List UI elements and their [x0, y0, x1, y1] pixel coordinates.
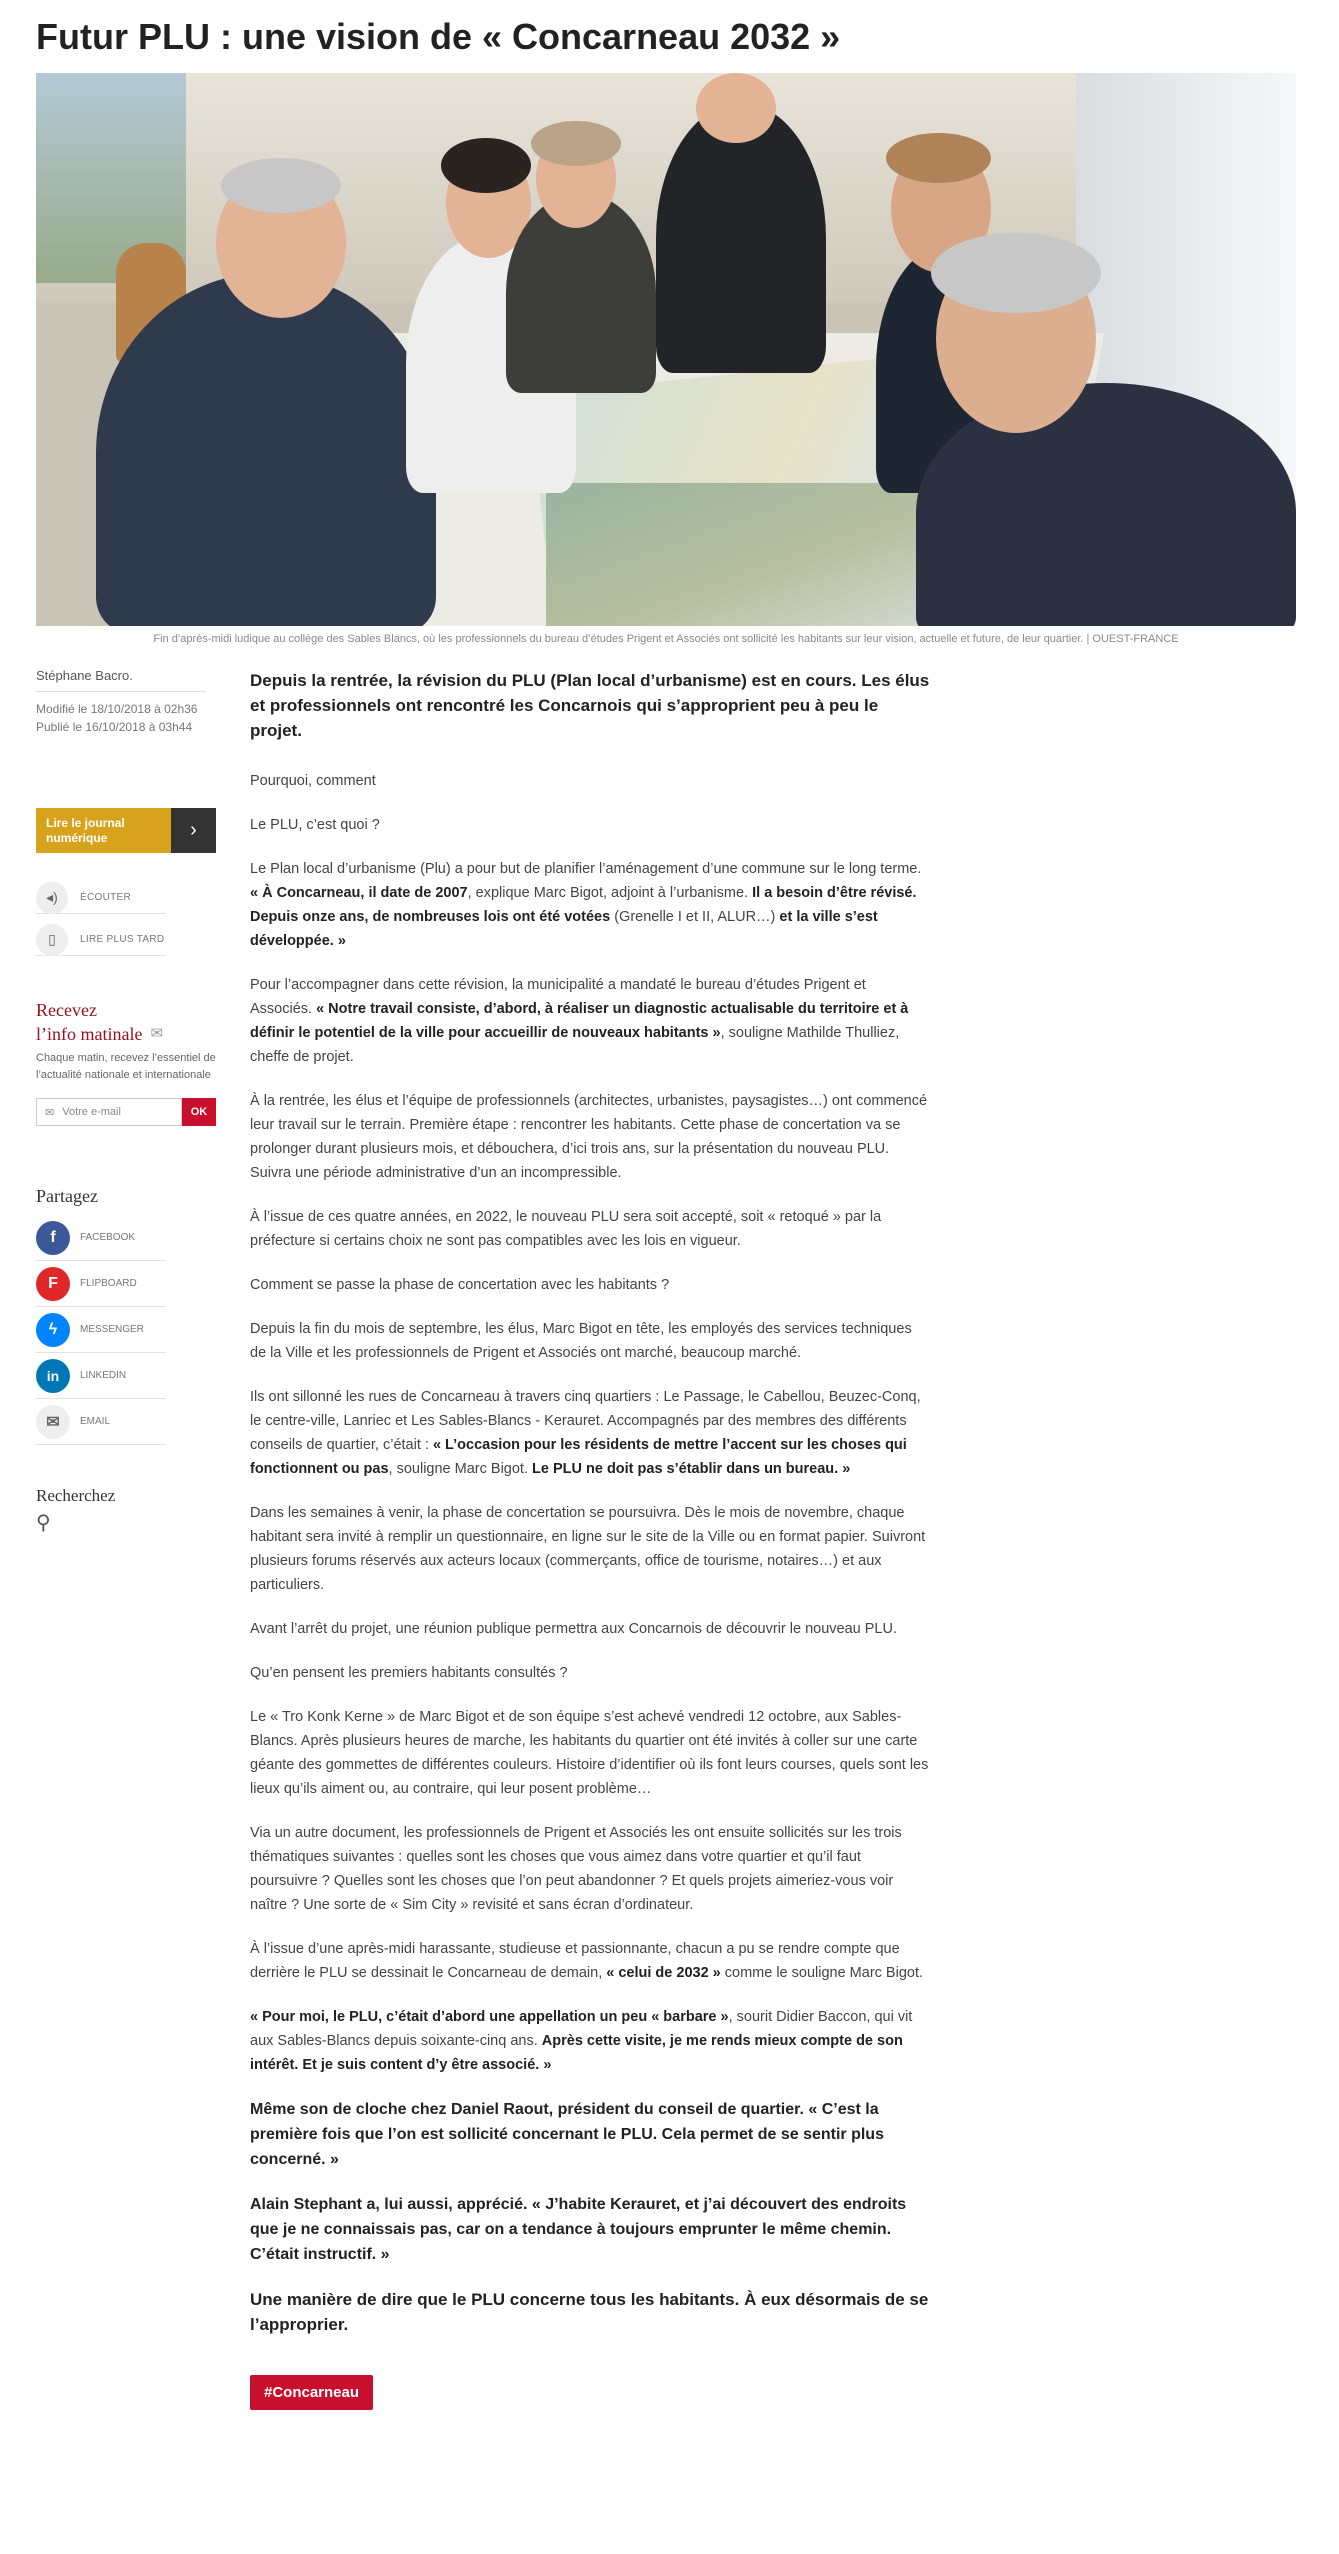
modified-date: Modifié le 18/10/2018 à 02h36	[36, 702, 198, 716]
paragraph: À la rentrée, les élus et l’équipe de professionnels (architectes, urbanistes, paysagistes…) ont commencé leur travail sur le terrain. Première étape : rencontrer les habitants. Cette phase de concertation va se prolonger durant plusieurs mois, et débouchera, d’ici trois ans, sur la présentation du nouveau PLU. Suivra une période administrative d’un an incompressible.	[250, 1093, 928, 1181]
paragraph: Ils ont sillonné les rues de Concarneau à travers cinq quartiers : Le Passage, le Cabellou, Beuzec-Conq, le centre-ville, Lanriec et Les Sables-Blancs - Kerauret. Accompagnés par des membres des différents conseils de quartier, c’était : « L’occasion pour les résidents de mettre l’accent sur les choses qui fonctionnent ou pas, souligne Marc Bigot. Le PLU ne doit pas s’établir dans un bureau. »	[250, 1389, 921, 1477]
search-box[interactable]	[36, 1486, 115, 1535]
search-icon[interactable]: ⚲	[36, 1512, 51, 1534]
messenger-icon: ϟ	[36, 1313, 70, 1347]
paragraph: À l’issue d’une après-midi harassante, studieuse et passionnante, chacun a pu se rendre compte que derrière le PLU se dessinait le Concarneau de demain, « celui de 2032 » comme le souligne Marc Bigot.	[250, 1941, 924, 1981]
paragraph: Même son de cloche chez Daniel Raout, président du conseil de quartier. « C’est la première fois que l’on est sollicité concernant le PLU. Cela permet de se sentir plus concerné. »	[250, 2101, 884, 2168]
mail-icon: ✉	[45, 1106, 55, 1119]
linkedin-icon: in	[36, 1359, 70, 1393]
article-title: Futur PLU : une vision de « Concarneau 2032 »	[36, 16, 841, 57]
paragraph: Avant l’arrêt du projet, une réunion publique permettra aux Concarnois de découvrir le nouveau PLU.	[250, 1621, 897, 1637]
share-linkedin[interactable]	[36, 1353, 166, 1399]
paragraph: Qu’en pensent les premiers habitants consultés ?	[250, 1665, 568, 1681]
share-title: Partagez	[36, 1186, 98, 1206]
newsletter-description: Chaque matin, recevez l’essentiel de l’actualité nationale et internationale	[36, 1052, 216, 1081]
share-facebook[interactable]	[36, 1215, 166, 1261]
share-label: EMAIL	[80, 1416, 111, 1427]
article-dates	[36, 700, 216, 736]
listen-label: ÉCOUTER	[80, 892, 131, 903]
share-label: FLIPBOARD	[80, 1278, 137, 1289]
paragraph: Pour l’accompagner dans cette révision, la municipalité a mandaté le bureau d’études Prigent et Associés. « Notre travail consiste, d’abord, à réaliser un diagnostic actualisable du territoire et à définir le potentiel de la ville pour accueillir de nouveaux habitants », souligne Mathilde Thulliez, cheffe de projet.	[250, 977, 909, 1065]
read-later-label: LIRE PLUS TARD	[80, 934, 165, 945]
newsletter-form	[36, 1098, 216, 1126]
article-photo	[36, 73, 1296, 626]
article-lead: Depuis la rentrée, la révision du PLU (Plan local d’urbanisme) est en cours. Les élus et professionnels ont rencontré les Concarnois qui s’approprient peu à peu le projet.	[250, 671, 930, 740]
share-label: MESSENGER	[80, 1324, 144, 1335]
paragraph: Alain Stephant a, lui aussi, apprécié. « J’habite Kerauret, et j’ai découvert des endroits que je ne connaissais pas, car on a tendance à toujours emprunter le même chemin. C’était instructif. »	[250, 2196, 907, 2263]
flipboard-icon: F	[36, 1267, 70, 1301]
share-label: FACEBOOK	[80, 1232, 136, 1243]
share-messenger[interactable]	[36, 1307, 166, 1353]
paragraph: Le PLU, c’est quoi ?	[250, 817, 380, 833]
newsletter-box	[36, 998, 216, 1126]
paragraph: Pourquoi, comment	[250, 773, 376, 789]
speaker-icon: ◂)	[36, 882, 68, 914]
newsletter-ok-button[interactable]: OK	[182, 1098, 216, 1126]
search-title: Recherchez	[36, 1486, 116, 1505]
paragraph: Dans les semaines à venir, la phase de concertation se poursuivra. Dès le mois de novembre, chaque habitant sera invité à remplir un questionnaire, en ligne sur le site de la Ville ou en format papier. Suivront plusieurs forums réservés aux acteurs locaux (commerçants, office de tourisme, notaires…) et aux particuliers.	[250, 1505, 926, 1593]
paragraph: Comment se passe la phase de concertation avec les habitants ?	[250, 1277, 670, 1293]
share-email[interactable]	[36, 1399, 166, 1445]
read-later-button[interactable]	[36, 924, 166, 956]
published-date: Publié le 16/10/2018 à 03h44	[36, 720, 193, 734]
paragraph: Le « Tro Konk Kerne » de Marc Bigot et de son équipe s’est achevé vendredi 12 octobre, aux Sables-Blancs. Après plusieurs heures de marche, les habitants du quartier ont été invités à coller sur une carte géante des gommettes de différentes couleurs. Histoire d’identifier où ils font leurs courses, quels sont les lieux qu’ils aiment ou, au contraire, qui leur posent problème…	[250, 1709, 929, 1797]
paragraph: Depuis la fin du mois de septembre, les élus, Marc Bigot en tête, les employés des services techniques de la Ville et les professionnels de Prigent et Associés ont marché, beaucoup marché.	[250, 1321, 912, 1361]
bookmark-icon: ▯	[36, 924, 68, 956]
email-input[interactable]	[36, 1098, 182, 1126]
author-name[interactable]: Stéphane Bacro.	[36, 668, 206, 692]
listen-button[interactable]	[36, 882, 166, 914]
envelope-icon: ✉	[150, 1026, 164, 1042]
paragraph: Le Plan local d’urbanisme (Plu) a pour but de planifier l’aménagement d’une commune sur le long terme. « À Concarneau, il date de 2007, explique Marc Bigot, adjoint à l’urbanisme. Il a besoin d’être révisé. Depuis onze ans, de nombreuses lois ont été votées (Grenelle I et II, ALUR…) et la ville s’est développée. »	[250, 861, 922, 949]
share-flipboard[interactable]	[36, 1261, 166, 1307]
article-body	[250, 668, 930, 2410]
newsletter-title-line2: l’info matinale	[36, 1024, 143, 1044]
share-box	[36, 1186, 216, 1445]
paragraph: Via un autre document, les professionnels de Prigent et Associés les ont ensuite sollicités sur les trois thématiques suivantes : quelles sont les choses que vous aimez dans votre quartier et qu’il faut poursuivre ? Quelles sont les choses que l’on peut abandonner ? Et quels projets aimeriez-vous voir naître ? Une sorte de « Sim City » revisité et sans écran d’ordinateur.	[250, 1825, 902, 1913]
newsletter-title-line1: Recevez	[36, 1000, 97, 1020]
read-journal-button[interactable]	[36, 808, 216, 853]
left-sidebar	[36, 668, 216, 1534]
paragraph: À l’issue de ces quatre années, en 2022, le nouveau PLU sera soit accepté, soit « retoqué » par la préfecture si certains choix ne sont pas compatibles avec les lois en vigueur.	[250, 1209, 882, 1249]
share-label: LINKEDIN	[80, 1370, 127, 1381]
paragraph: « Pour moi, le PLU, c’était d’abord une appellation un peu « barbare », sourit Didier Baccon, qui vit aux Sables-Blancs depuis soixante-cinq ans. Après cette visite, je me rends mieux compte de son intérêt. Et je suis content d’y être associé. »	[250, 2009, 913, 2073]
photo-caption: Fin d’après-midi ludique au collège des Sables Blancs, où les professionnels du bureau d’études Prigent et Associés ont sollicité les habitants sur leur vision, actuelle et future, de leur quartier. | OUEST-FRANCE	[153, 633, 1179, 645]
read-journal-label: Lire le journal numérique	[36, 808, 171, 853]
tag-concarneau[interactable]: #Concarneau	[250, 2375, 373, 2410]
paragraph: Une manière de dire que le PLU concerne tous les habitants. À eux désormais de se l’approprier.	[250, 2290, 929, 2334]
facebook-icon: f	[36, 1221, 70, 1255]
email-icon: ✉	[36, 1405, 70, 1439]
email-placeholder: Votre e-mail	[62, 1106, 121, 1118]
chevron-right-icon: ›	[171, 808, 216, 853]
